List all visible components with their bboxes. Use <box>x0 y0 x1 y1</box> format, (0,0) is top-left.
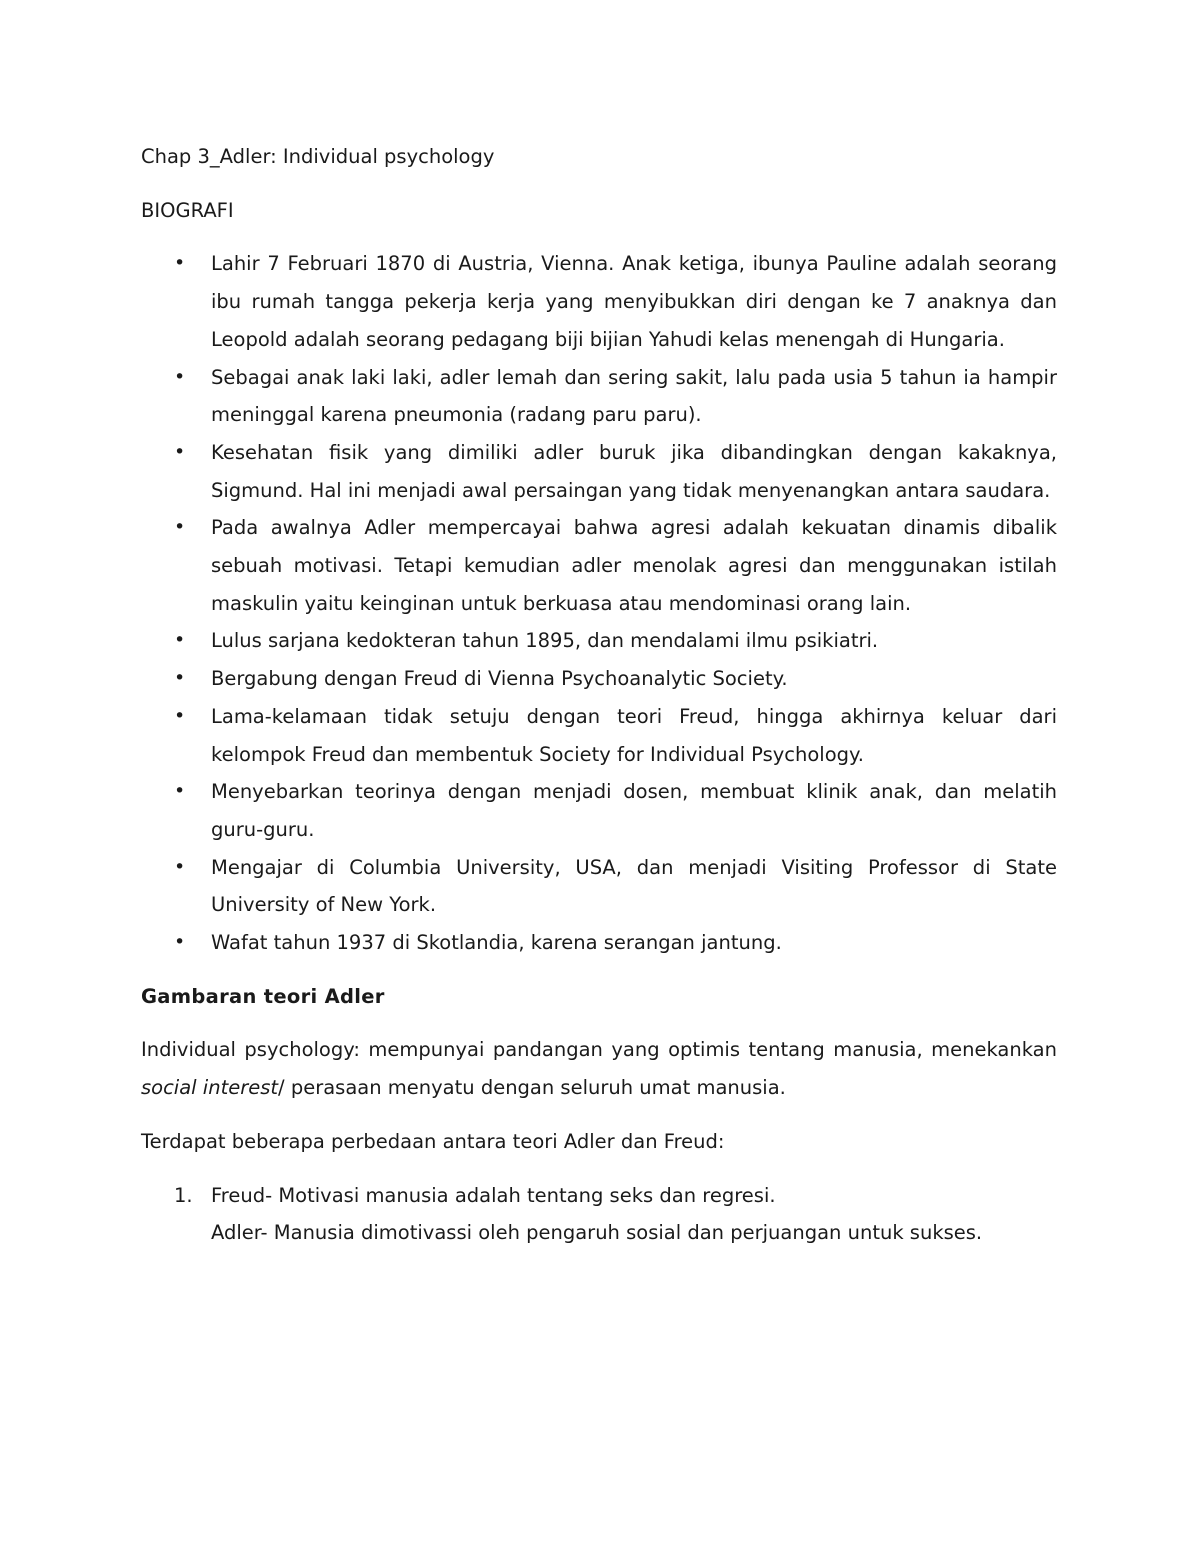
list-item <box>141 924 1057 962</box>
biography-heading: BIOGRAFI <box>141 198 234 222</box>
list-item-text: Lama-kelamaan tidak setuju dengan teori Freud, hingga akhirnya keluar dari kelompok Freud dan membentuk Society for Individual Psychology. <box>211 704 1057 766</box>
document-title: Chap 3_Adler: Individual psychology <box>141 145 495 168</box>
document-page <box>141 138 1057 1252</box>
list-item-text: Kesehatan fisik yang dimiliki adler buruk jika dibandingkan dengan kakaknya, Sigmund. Hal ini menjadi awal persaingan yang tidak menyenangkan antara saudara. <box>211 440 1057 502</box>
list-item <box>141 849 1057 924</box>
differences-list <box>141 1177 1057 1252</box>
bullet-icon: • <box>174 629 186 652</box>
list-item-text: Mengajar di Columbia University, USA, dan menjadi Visiting Professor di State University of New York. <box>211 855 1057 917</box>
list-item-text: Lulus sarjana kedokteran tahun 1895, dan mendalami ilmu psikiatri. <box>211 629 879 653</box>
overview-text-start: Individual psychology: mempunyai pandangan yang optimis tentang manusia, menekankan <box>141 1038 1057 1062</box>
bullet-icon: • <box>174 931 186 954</box>
differences-intro: Terdapat beberapa perbedaan antara teori Adler dan Freud: <box>141 1129 725 1153</box>
list-item-text: Sebagai anak laki laki, adler lemah dan sering sakit, lalu pada usia 5 tahun ia hampir meninggal karena pneumonia (radang paru paru). <box>211 365 1057 427</box>
overview-emphasis: social interest <box>141 1076 279 1100</box>
bullet-icon: • <box>174 704 186 727</box>
bullet-icon: • <box>174 855 186 878</box>
list-item-text: Wafat tahun 1937 di Skotlandia, karena serangan jantung. <box>211 931 782 955</box>
list-item <box>141 509 1057 622</box>
list-item-text: Menyebarkan teorinya dengan menjadi dosen, membuat klinik anak, dan melatih guru-guru. <box>211 780 1057 841</box>
bullet-icon: • <box>174 440 186 463</box>
freud-statement: Freud- Motivasi manusia adalah tentang seks dan regresi. <box>211 1183 776 1207</box>
list-item <box>141 773 1057 848</box>
list-item <box>141 622 1057 660</box>
bullet-icon: • <box>174 365 186 388</box>
overview-paragraph <box>141 1031 1057 1106</box>
list-item-text: Bergabung dengan Freud di Vienna Psychoanalytic Society. <box>211 667 788 691</box>
biography-list <box>141 245 1057 961</box>
list-item <box>141 245 1057 358</box>
list-item <box>141 359 1057 434</box>
list-item-text: Lahir 7 Februari 1870 di Austria, Vienna. Anak ketiga, ibunya Pauline adalah seorang ibu rumah tangga pekerja kerja yang menyibukkan diri dengan ke 7 anaknya dan Leopold adalah seorang pedagang biji bijian Yahudi kelas menengah di Hungaria. <box>211 252 1057 351</box>
bullet-icon: • <box>174 252 186 275</box>
list-item <box>141 698 1057 773</box>
overview-text-end: / perasaan menyatu dengan seluruh umat manusia. <box>278 1076 786 1100</box>
bullet-icon: • <box>174 780 186 803</box>
list-item <box>141 1177 1057 1252</box>
bullet-icon: • <box>174 667 186 690</box>
list-item-text: Pada awalnya Adler mempercayai bahwa agresi adalah kekuatan dinamis dibalik sebuah motivasi. Tetapi kemudian adler menolak agresi dan menggunakan istilah maskulin yaitu keinginan untuk berkuasa atau mendominasi orang lain. <box>211 516 1057 615</box>
list-item <box>141 660 1057 698</box>
list-item <box>141 434 1057 509</box>
adler-statement: Adler- Manusia dimotivassi oleh pengaruh sosial dan perjuangan untuk sukses. <box>211 1221 983 1245</box>
theory-heading: Gambaran teori Adler <box>141 984 385 1008</box>
list-number: 1. <box>174 1183 193 1207</box>
bullet-icon: • <box>174 516 186 539</box>
